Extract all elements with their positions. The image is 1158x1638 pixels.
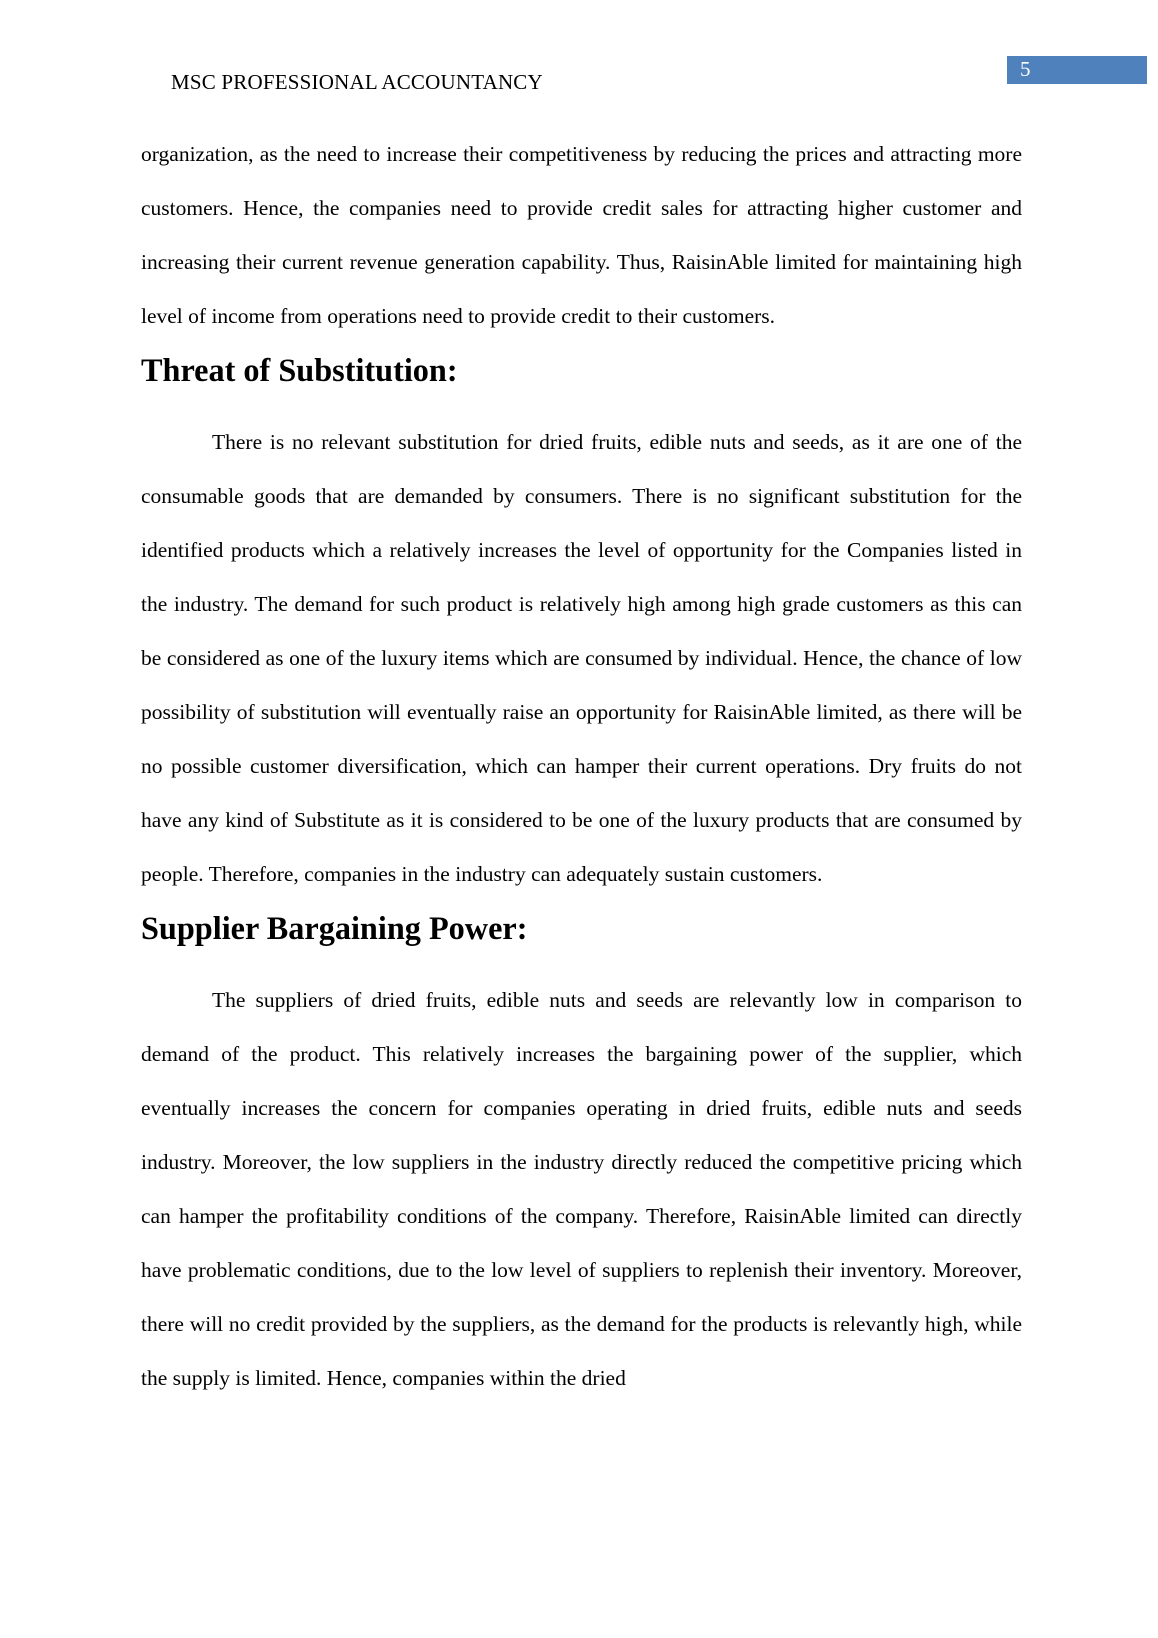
body-text xyxy=(141,127,1022,1405)
page-number: 5 xyxy=(1020,57,1031,81)
page-number-badge xyxy=(1007,56,1147,84)
section-heading-supplier-bargaining-power: Supplier Bargaining Power: xyxy=(141,910,528,946)
paragraph-threat-of-substitution: There is no relevant substitution for dried fruits, edible nuts and seeds, as it are one of the consumable goods that are demanded by consumers. There is no significant substitution for the identified products which a relatively increases the level of opportunity for the Companies listed in the industry. The demand for such product is relatively high among high grade customers as this can be considered as one of the luxury items which are consumed by individual. Hence, the chance of low possibility of substitution will eventually raise an opportunity for RaisinAble limited, as there will be no possible customer diversification, which can hamper their current operations. Dry fruits do not have any kind of Substitute as it is considered to be one of the luxury products that are consumed by people. Therefore, companies in the industry can adequately sustain customers. xyxy=(141,430,1022,886)
intro-paragraph: organization, as the need to increase their competitiveness by reducing the prices and attracting more customers. Hence, the companies need to provide credit sales for attracting higher customer and increasing their current revenue generation capability. Thus, RaisinAble limited for maintaining high level of income from operations need to provide credit to their customers. xyxy=(141,142,1022,328)
paragraph-supplier-bargaining-power: The suppliers of dried fruits, edible nuts and seeds are relevantly low in comparison to demand of the product. This relatively increases the bargaining power of the supplier, which eventually increases the concern for companies operating in dried fruits, edible nuts and seeds industry. Moreover, the low suppliers in the industry directly reduced the competitive pricing which can hamper the profitability conditions of the company. Therefore, RaisinAble limited can directly have problematic conditions, due to the low level of suppliers to replenish their inventory. Moreover, there will no credit provided by the suppliers, as the demand for the products is relevantly high, while the supply is limited. Hence, companies within the dried xyxy=(141,988,1022,1390)
section-heading-threat-of-substitution: Threat of Substitution: xyxy=(141,352,458,388)
running-header-title: MSC PROFESSIONAL ACCOUNTANCY xyxy=(171,70,543,94)
